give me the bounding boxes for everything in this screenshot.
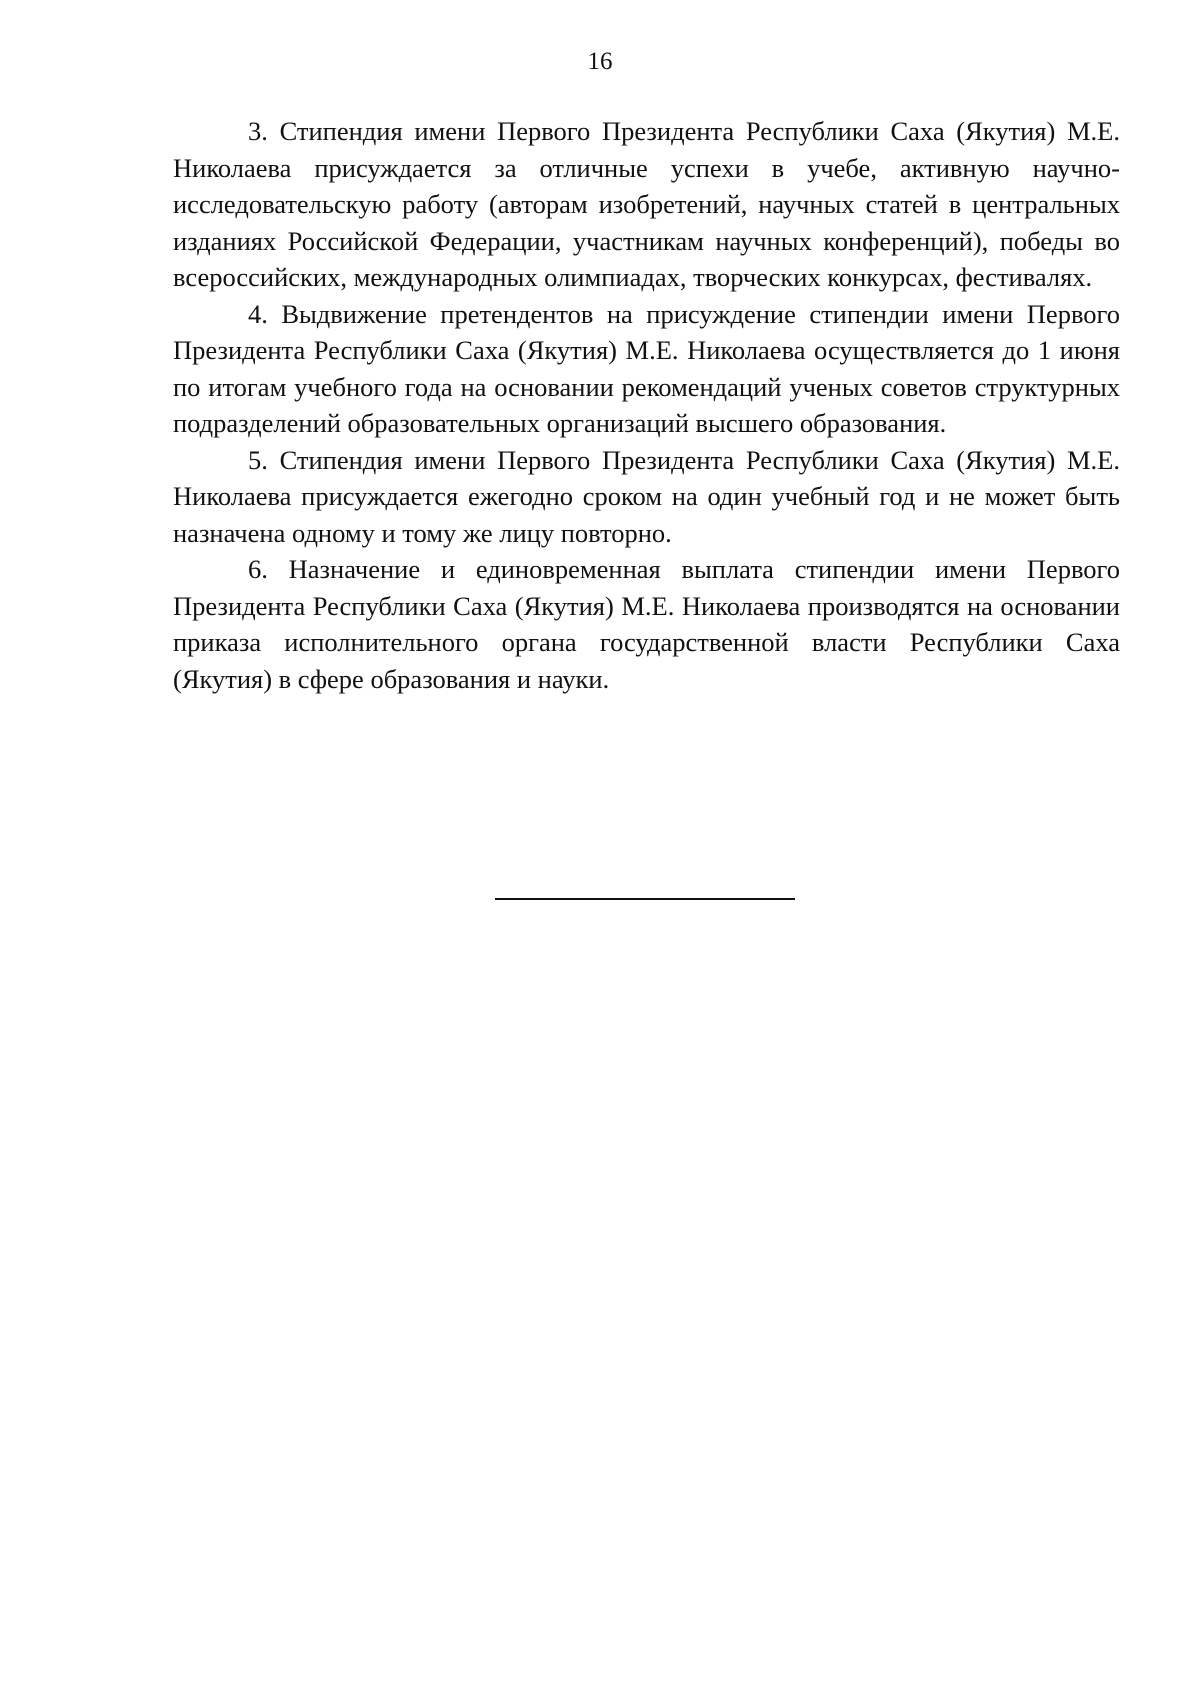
paragraph-4: 4. Выдвижение претендентов на присуждение стипендии имени Первого Президента Республики Саха (Якутия) М.Е. Николаева осуществляется до 1 июня по итогам учебного года на основании рекомендаций ученых советов структурных подразделений образовательных организаций высшего образования. xyxy=(173,298,1120,438)
page-number: 16 xyxy=(587,48,613,75)
end-of-document-rule xyxy=(495,898,795,900)
paragraph-6: 6. Назначение и единовременная выплата стипендии имени Первого Президента Республики Саха (Якутия) М.Е. Николаева производятся на основании приказа исполнительного органа государственной власти Республики Саха (Якутия) в сфере образования и науки. xyxy=(173,554,1120,694)
paragraph-3: 3. Стипендия имени Первого Президента Республики Саха (Якутия) М.Е. Николаева присуждается за отличные успехи в учебе, активную научно-исследовательскую работу (авторам изобретений, научных статей в центральных изданиях Российской Федерации, участникам научных конференций), победы во всероссийских, международных олимпиадах, творческих конкурсах, фестивалях. xyxy=(173,116,1120,292)
document-body xyxy=(173,113,1120,697)
paragraph-5: 5. Стипендия имени Первого Президента Республики Саха (Якутия) М.Е. Николаева присуждается ежегодно сроком на один учебный год и не может быть назначена одному и тому же лицу повторно. xyxy=(173,444,1120,548)
